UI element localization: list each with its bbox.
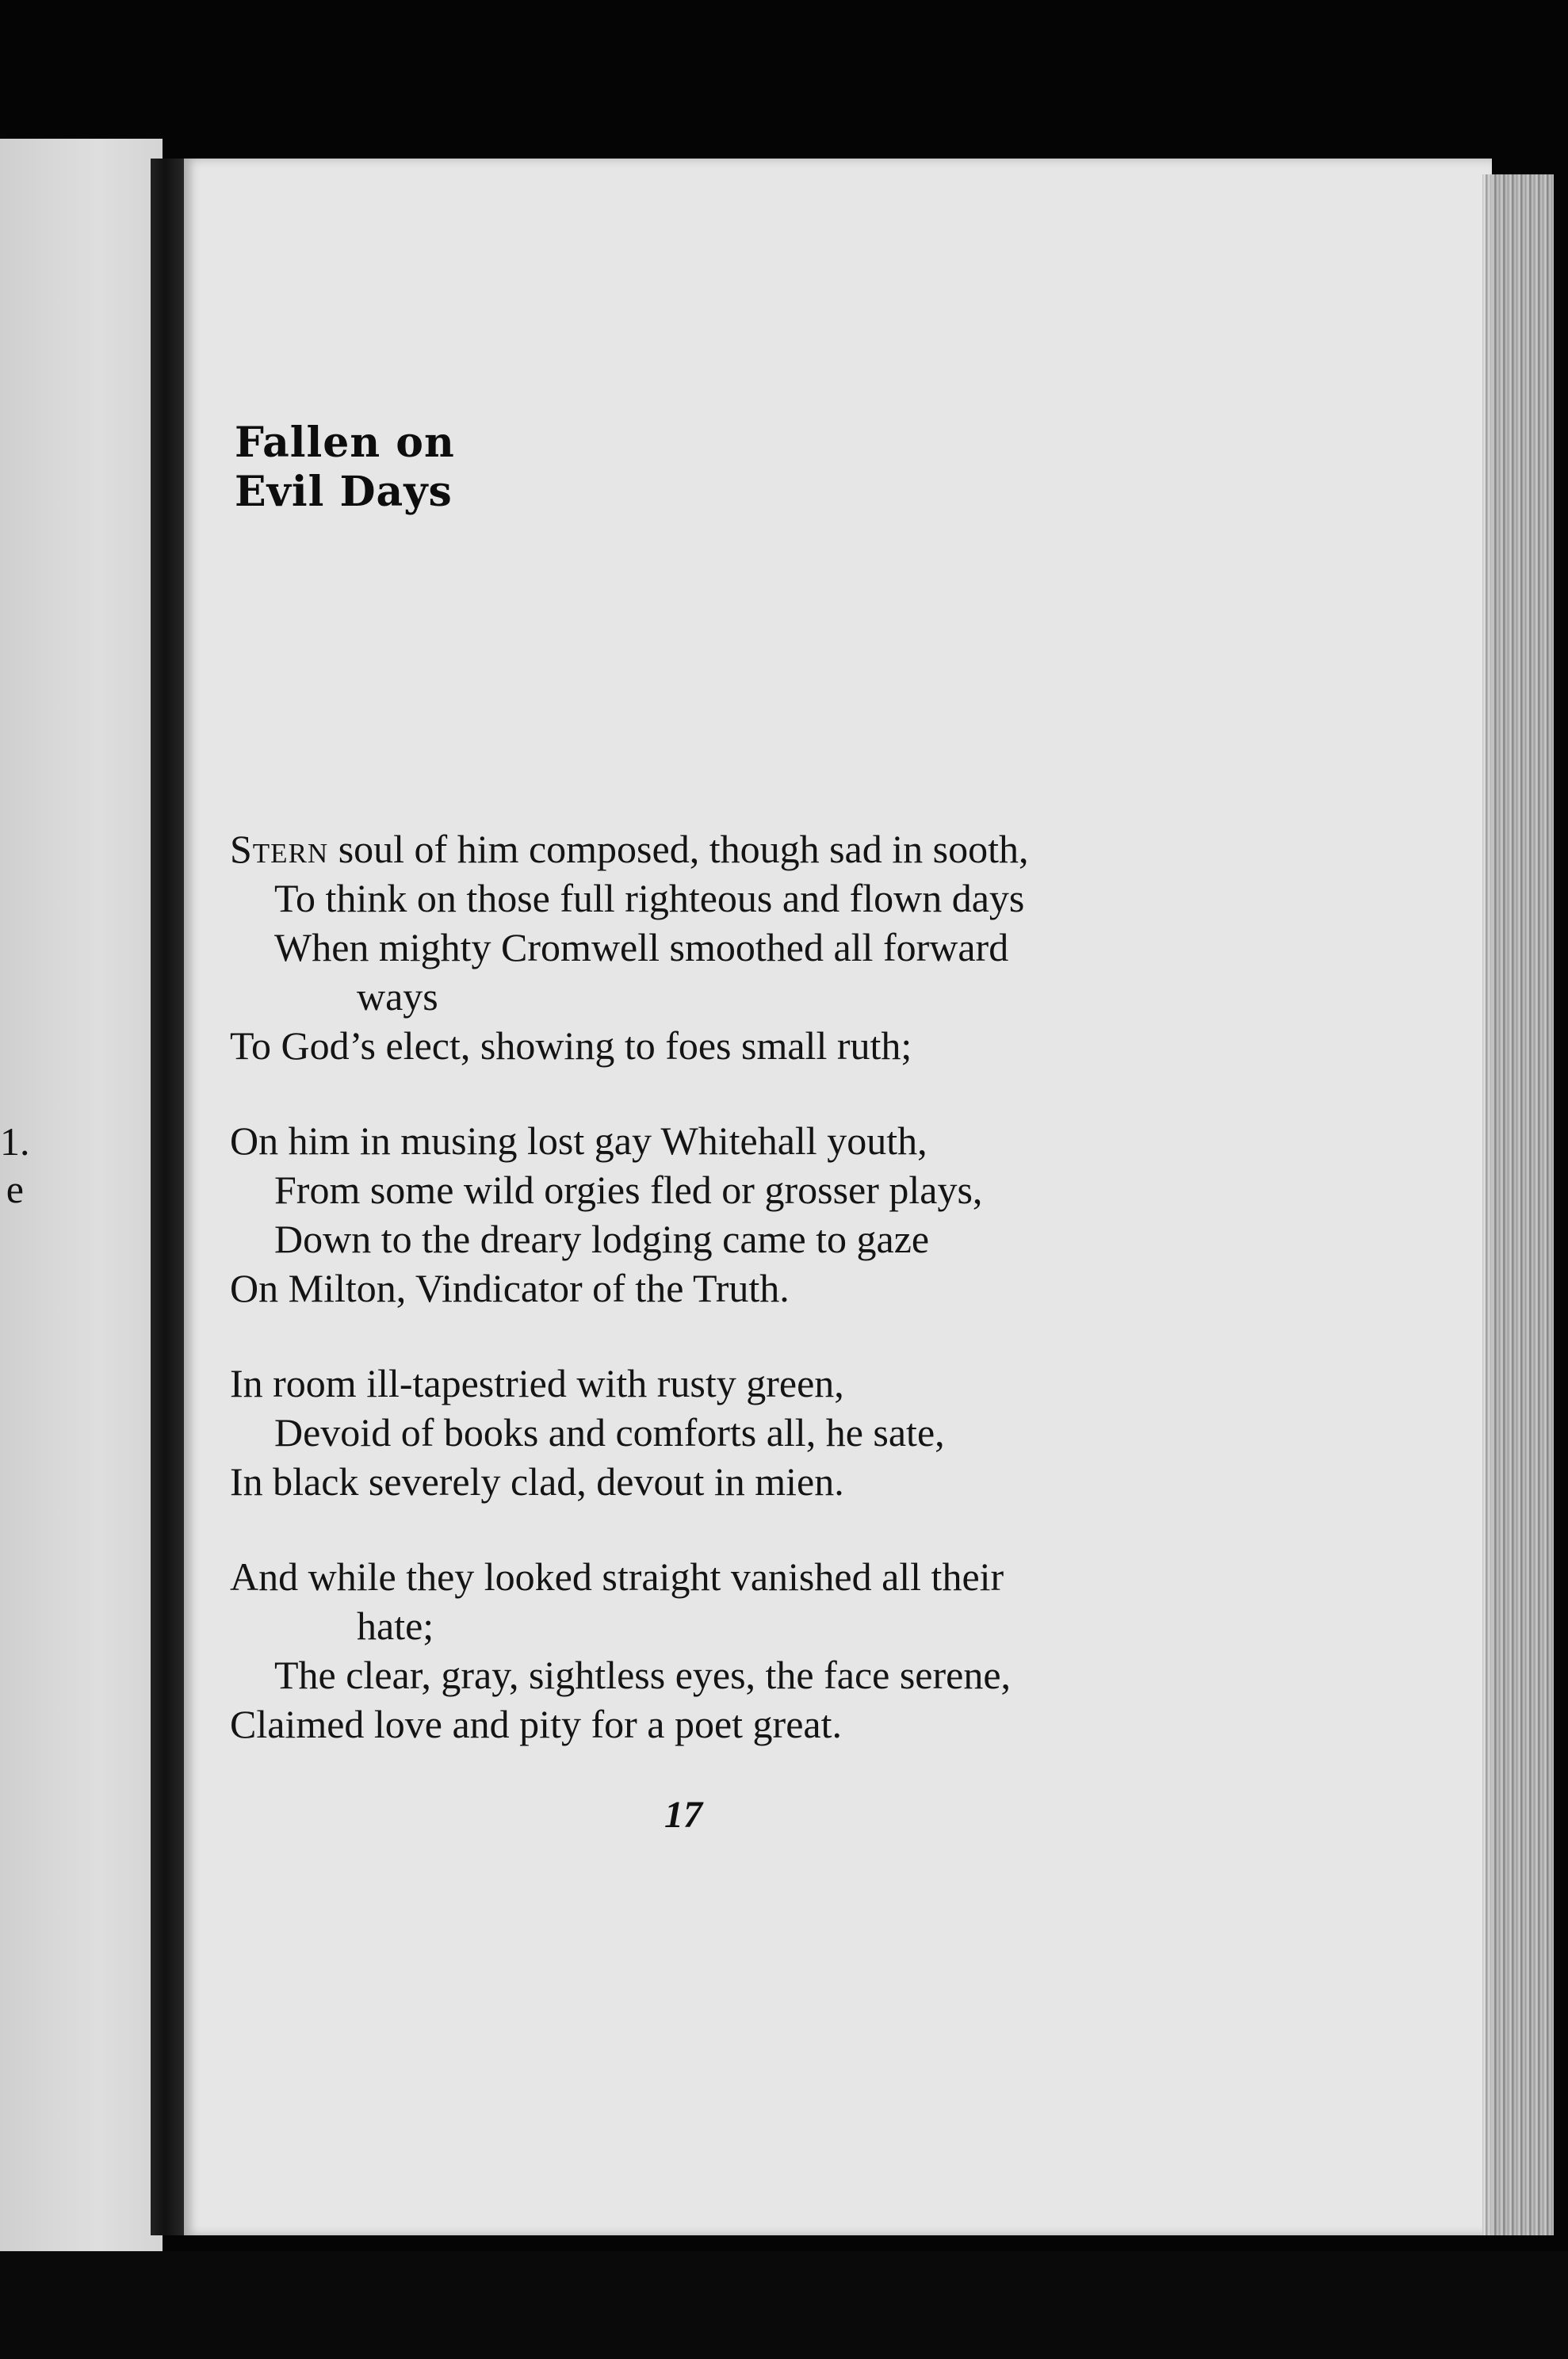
poem-line [230, 1264, 1260, 1313]
book-gutter [151, 159, 186, 2235]
poem-line-text: Claimed love and pity for a poet great. [230, 1702, 842, 1746]
poem-line [230, 824, 1260, 874]
poem-line [230, 1699, 1260, 1749]
poem-line [230, 1552, 1260, 1601]
scan-border [0, 2251, 1568, 2359]
left-page-text-fragment: 1. [0, 1119, 30, 1164]
poem-line-text: To God’s elect, showing to foes small ruth; [230, 1023, 912, 1068]
poem-line [230, 1650, 1260, 1699]
poem-title-line: Evil Days [235, 468, 453, 516]
poem-line-text: From some wild orgies fled or grosser plays, [274, 1168, 983, 1212]
poem-line [230, 1601, 1260, 1650]
poem-line-text: ways [357, 974, 438, 1019]
poem-line [230, 1359, 1260, 1408]
poem-stanza [230, 824, 1260, 1070]
poem-line-text: To think on those full righteous and flown days [274, 876, 1025, 920]
poem-line [230, 874, 1260, 923]
poem-line [230, 1408, 1260, 1457]
poem-body [230, 824, 1260, 1749]
poem-line-text: And while they looked straight vanished all their [230, 1554, 1004, 1599]
poem-line-text: When mighty Cromwell smoothed all forward [274, 925, 1009, 969]
poem-title-line: Fallen on [235, 419, 455, 467]
poem-line [230, 972, 1260, 1021]
poem-line-text: In room ill-tapestried with rusty green, [230, 1361, 844, 1405]
poem-line-text: On him in musing lost gay Whitehall youth, [230, 1118, 927, 1163]
page-edges [1482, 174, 1554, 2235]
left-page-edge [0, 139, 163, 2279]
poem-line-text: On Milton, Vindicator of the Truth. [230, 1266, 790, 1310]
poem-line-text: hate; [357, 1604, 434, 1648]
poem-stanza [230, 1552, 1260, 1749]
poem-line [230, 1457, 1260, 1506]
poem-stanza [230, 1116, 1260, 1313]
poem-line-lead-word: Stern [230, 827, 329, 871]
poem-line-text: In black severely clad, devout in mien. [230, 1459, 844, 1504]
poem-line [230, 1214, 1260, 1264]
poem-line [230, 1165, 1260, 1214]
poem-line [230, 923, 1260, 972]
poem-line-text: The clear, gray, sightless eyes, the face serene, [274, 1653, 1012, 1697]
poem-line-text: Devoid of books and comforts all, he sate, [274, 1410, 945, 1455]
page-number: 17 [664, 1794, 702, 1836]
poem-title [235, 419, 455, 517]
poem-line-text: soul of him composed, though sad in sooth, [328, 827, 1029, 871]
poem-stanza [230, 1359, 1260, 1506]
poem-line [230, 1021, 1260, 1070]
poem-line [230, 1116, 1260, 1165]
left-page-text-fragment: e [6, 1167, 24, 1211]
poem-line-text: Down to the dreary lodging came to gaze [274, 1217, 930, 1261]
